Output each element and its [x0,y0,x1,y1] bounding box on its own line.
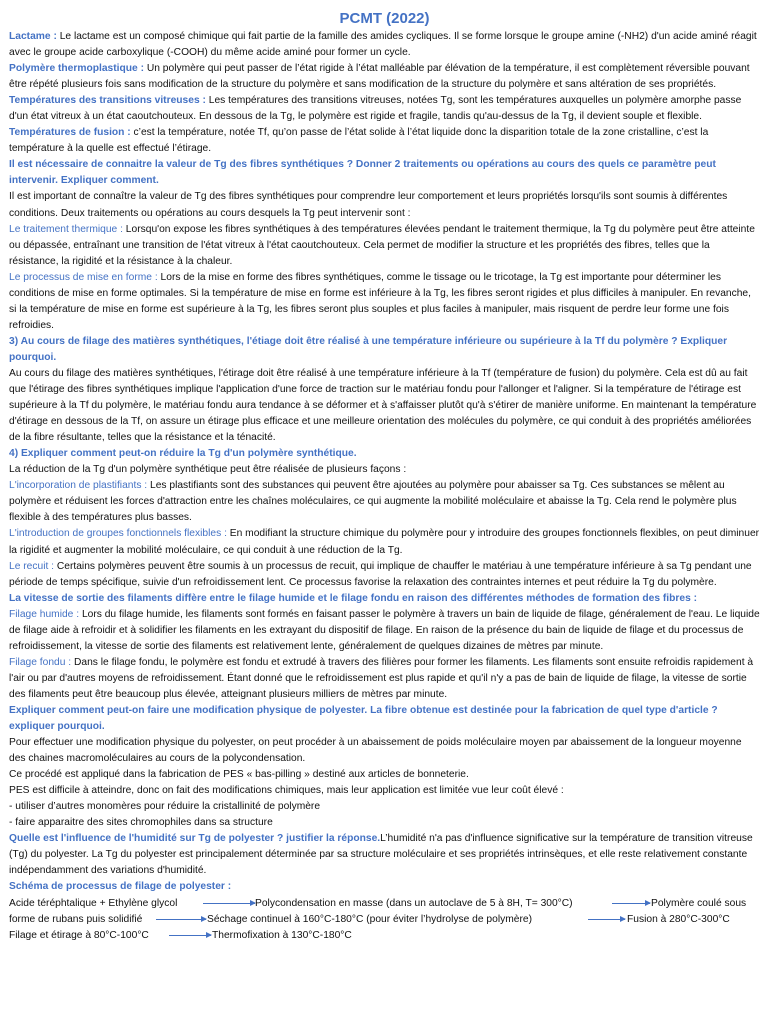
answer-6-line: Pour effectuer une modification physique du polyester, on peut procéder à un abaissement de poids moléculaire moyen par abaissement de la longueur moyenne des chaines macromoléculaires au cours de la polycondensation. [9,737,742,765]
answer-6-line: - utiliser d’autres monomères pour réduire la cristallinité de polymère [9,801,321,813]
arrow-right-icon [612,903,650,904]
schema-step: forme de rubans puis solidifié [9,913,143,925]
answer-5-item: Filage humide : Lors du filage humide, les filaments sont formés en faisant passer le polymère à travers un bain de liquide de filage, généralement de l'eau. Le liquide de filage aide à refroidir et à solidifier les filaments en les extrayant du dispositif de filage. En raison de la présence du bain de liquide de filage et du processus de refroidissement, la vitesse de sortie des filaments est relativement lente, généralement de quelques dizaines de mètres par minute. [9,608,760,652]
arrow-right-icon [203,903,255,904]
answer-1-item: Le traitement thermique : Lorsqu'on expose les fibres synthétiques à des températures élevées pendant le traitement thermique, la Tg du polymère peut être atteinte ou dépassée, entraînant une transition de l'état vitreux à l'état caoutchouteux. Cela permet de modifier la structure et les propriétés des fibres, telles que la résistance, la rigidité et la résistance à la chaleur. [9,223,755,267]
schema-title: Schéma de processus de filage de polyester : [9,881,232,893]
question-1: Il est nécessaire de connaitre la valeur de Tg des fibres synthétiques ? Donner 2 traitements ou opérations au cours des quels ce paramètre peut intervenir. Expliquer comment. [9,159,716,187]
question-7-block [9,831,760,879]
question-6: Expliquer comment peut-on faire une modification physique de polyester. La fibre obtenue est destinée pour la fabrication de quel type d'article ? expliquer pourquoi. [9,704,718,733]
answer-6-line: PES est difficile à atteindre, donc on fait des modifications chimiques, mais leur application est limitée vue leur coût élevé : [9,785,564,797]
schema-row [9,896,760,912]
answer-3: Au cours du filage des matières synthétiques, l'étirage doit être réalisé à une température inférieure à la Tf (température de fusion) du polymère. Cela est dû au fait que l'étirage des fibres synthétiques implique l'application d'une force de traction sur le matériau fondu pour l'allonger et l'aligner. Si la température de l'étirage est supérieure à la Tf du polymère, le matériau fondu aura tendance à se déformer et à s'affaisser plutôt qu'à s'étirer de manière uniforme. En maintenant la température d'étirage en dessous de la Tf, on assure un étirage plus efficace et une meilleure orientation des molécules du polymère, ce qui conduit à des propriétés améliorées de la fibre résultante, telles que la résistance et la ténacité. [9,367,757,444]
answer-5-item: Filage fondu : Dans le filage fondu, le polymère est fondu et extrudé à travers des filières pour former les filaments. Les filaments sont ensuite refroidis rapidement à l'air ou par d'autres moyens de refroidissement. Étant donné que le refroidissement est plus rapide et qu'il n'y a pas de bain de liquide de filage, la vitesse de sortie des filaments peut être beaucoup plus élevée, atteignant plusieurs milliers de mètres par minute. [9,656,754,700]
schema-step: Acide téréphtalique + Ethylène glycol [9,897,178,909]
def-tf: Températures de fusion : c’est la température, notée Tf, qu’on passe de l’état solide à l’état liquide donc la disparition totale de la zone cristalline, c’est la température à la quelle est effectué l’étirage. [9,127,709,155]
answer-4-item: Le recuit : Certains polymères peuvent être soumis à un processus de recuit, qui implique de chauffer le matériau à une température inférieure à sa Tg pendant une période de temps spécifique, suivie d'un refroidissement lent. Ce processus favorise la relaxation des contraintes internes et peut réduire la Tg du polymère. [9,560,752,588]
term: Températures de fusion : [9,127,131,139]
arrow-right-icon [588,919,625,920]
answer-4-item: L'introduction de groupes fonctionnels flexibles : En modifiant la structure chimique du polymère pour y introduire des groupes fonctionnels flexibles, on peut diminuer la rigidité et augmenter la mobilité moléculaire, ce qui conduit à une réduction de la Tg. [9,528,760,556]
schema-step: Fusion à 280°C-300°C [627,913,730,925]
term: Lactame : [9,31,57,42]
answer-1-intro: Il est important de connaître la valeur de Tg des fibres synthétiques pour comprendre leur comportement et leurs propriétés lorsqu'ils sont soumis à différentes conditions. Deux traitements ou opérations au cours desquels la Tg peut intervenir sont : [9,191,728,219]
question-7: Quelle est l'influence de l'humidité sur Tg de polyester ? justifier la réponse. [9,833,381,845]
answer-6-line: Ce procédé est appliqué dans la fabrication de PES « bas-pilling » destiné aux articles de bonneterie. [9,769,469,781]
schema-row [9,928,760,944]
def-tg: Températures des transitions vitreuses : Les températures des transitions vitreuses, notées Tg, sont les températures auxquelles un polymère amorphe passe d'un état vitreux à un état caoutchouteux. En dessous de la Tg, le polymère est rigide et fragile, tandis qu'au-dessus de la Tg, il devient souple et flexible. [9,95,742,123]
question-5: La vitesse de sortie des filaments diffère entre le filage humide et le filage fondu en raison des différentes méthodes de formation des fibres : [9,592,698,604]
schema-step: Polymère coulé sous [651,897,747,909]
schema-step: Séchage continuel à 160°C-180°C (pour éviter l’hydrolyse de polymère) [207,913,532,925]
arrow-right-icon [156,919,206,920]
schema-row [9,912,760,928]
answer-4-item: L'incorporation de plastifiants : Les plastifiants sont des substances qui peuvent être ajoutées au polymère pour abaisser sa Tg. Ces substances se mêlent au polymère et réduisent les forces d'attraction entre les chaînes moléculaires, ce qui augmente la mobilité moléculaire et abaisse la Tg. Cela rend le polymère plus flexible à des températures plus basses. [9,480,737,524]
def-thermoplastique: Polymère thermoplastique : Un polymère qui peut passer de l’état rigide à l’état malléable par élévation de la température, il est complètement réversible pouvant être répété plusieurs fois sans modification de la structure du polymère et sans modification de la structure du polymère et sans altération de ses propriétés. [9,63,750,91]
answer-6-line: - faire apparaitre des sites chromophiles dans sa structure [9,817,273,829]
arrow-right-icon [169,935,211,936]
def-lactame: Lactame : Le lactame est un composé chimique qui fait partie de la famille des amides cycliques. Il se forme lorsque le groupe amine (-NH2) d'un acide aminé réagit avec le groupe acide carboxylique (-COOH) du même acide aminé pour former un cycle. [9,31,757,59]
term: Polymère thermoplastique : [9,63,144,75]
question-4: 4) Expliquer comment peut-on réduire la Tg d'un polymère synthétique. [9,448,357,460]
page-title: PCMT (2022) [339,10,430,27]
schema-step: Thermofixation à 130°C-180°C [212,929,352,941]
schema-step: Polycondensation en masse (dans un autoclave de 5 à 8H, T= 300°C) [255,897,573,909]
term: Températures des transitions vitreuses : [9,95,206,107]
process-schema [9,896,760,944]
answer-7: L’humidité n'a pas d'influence significative sur la température de transition vitreuse (Tg) du polyester. La Tg du polyester est principalement déterminée par sa structure moléculaire et ses propriétés intrinsèques, et elle reste relativement constante indépendamment des variations d'humidité. [9,833,753,877]
question-3: 3) Au cours de filage des matières synthétiques, l'étiage doit être réalisé à une température inférieure ou supérieure à la Tf du polymère ? Expliquer pourquoi. [9,335,728,363]
answer-4-intro: La réduction de la Tg d'un polymère synthétique peut être réalisée de plusieurs façons : [9,464,407,476]
schema-step: Filage et étirage à 80°C-100°C [9,929,149,941]
answer-1-item: Le processus de mise en forme : Lors de la mise en forme des fibres synthétiques, comme le tissage ou le tricotage, la Tg est importante pour déterminer les conditions de mise en forme optimales. Si la température de mise en forme est inférieure à la Tg, les fibres seront rigides et plus difficiles à manipuler. En revanche, si la température de mise en forme est supérieure à la Tg, les fibres seront plus souples et plus faciles à manipuler, mais risquent de perdre leur forme une fois refroidies. [9,271,751,331]
